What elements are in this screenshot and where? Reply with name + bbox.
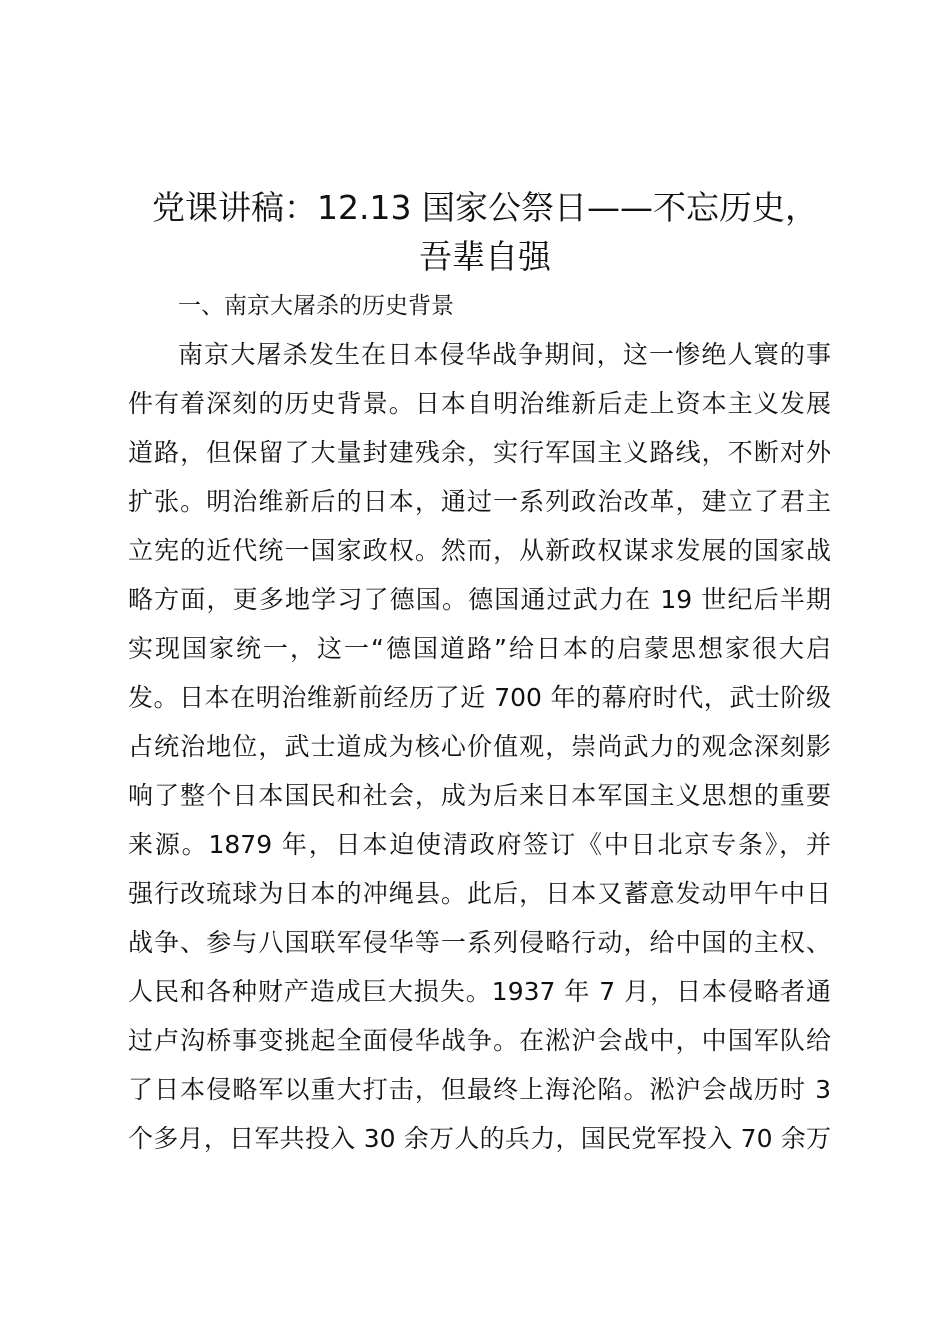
paragraph-line: 了日本侵略军以重大打击，但最终上海沦陷。淞沪会战历时 3 <box>128 1075 831 1104</box>
paragraph-line: 扩张。明治维新后的日本，通过一系列政治改革，建立了君主 <box>128 487 831 516</box>
paragraph-line: 占统治地位，武士道成为核心价值观，崇尚武力的观念深刻影 <box>128 732 831 761</box>
paragraph-line: 人民和各种财产造成巨大损失。1937 年 7 月，日本侵略者通 <box>128 977 831 1006</box>
paragraph-line: 件有着深刻的历史背景。日本自明治维新后走上资本主义发展 <box>128 389 831 418</box>
document-title-line-1: 党课讲稿：12.13 国家公祭日——不忘历史， <box>152 188 818 227</box>
section-heading: 一、南京大屠杀的历史背景 <box>178 293 454 319</box>
paragraph-line: 略方面，更多地学习了德国。德国通过武力在 19 世纪后半期 <box>128 585 831 614</box>
paragraph-line: 战争、参与八国联军侵华等一系列侵略行动，给中国的主权、 <box>128 928 831 957</box>
paragraph-line: 过卢沟桥事变挑起全面侵华战争。在淞沪会战中，中国军队给 <box>128 1026 831 1055</box>
paragraph-line: 个多月，日军共投入 30 余万人的兵力，国民党军投入 70 余万 <box>128 1124 831 1153</box>
paragraph-line: 强行改琉球为日本的冲绳县。此后，日本又蓄意发动甲午中日 <box>128 879 831 908</box>
paragraph-line: 响了整个日本国民和社会，成为后来日本军国主义思想的重要 <box>128 781 831 810</box>
document-title-line-2: 吾辈自强 <box>419 237 551 276</box>
paragraph-line: 发。日本在明治维新前经历了近 700 年的幕府时代，武士阶级 <box>128 683 831 712</box>
paragraph-line: 道路，但保留了大量封建残余，实行军国主义路线，不断对外 <box>128 438 831 467</box>
paragraph-line: 实现国家统一，这一“德国道路”给日本的启蒙思想家很大启 <box>128 634 831 663</box>
paragraph-line: 南京大屠杀发生在日本侵华战争期间，这一惨绝人寰的事 <box>178 340 831 369</box>
paragraph-line: 立宪的近代统一国家政权。然而，从新政权谋求发展的国家战 <box>128 536 831 565</box>
paragraph-line: 来源。1879 年，日本迫使清政府签订《中日北京专条》，并 <box>128 830 831 859</box>
